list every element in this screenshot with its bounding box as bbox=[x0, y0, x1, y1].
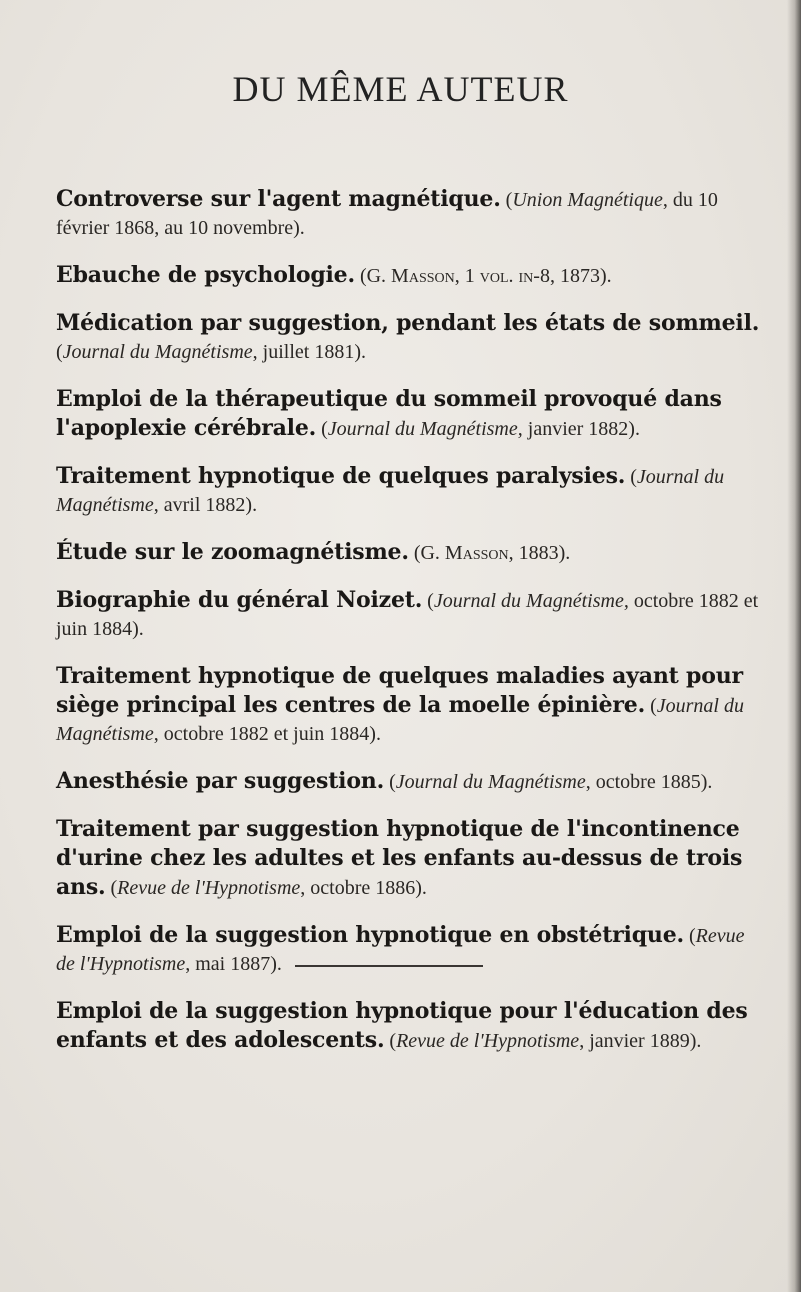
entry-reference-pre: (G. bbox=[408, 542, 445, 564]
entry-source: Journal du Magnétisme, bbox=[433, 590, 629, 612]
entry-reference-post: , octobre 1886). bbox=[300, 877, 427, 899]
page-title: DU MÊME AUTEUR bbox=[232, 69, 569, 109]
bibliography-entry bbox=[56, 767, 762, 796]
entry-reference-pre: ( bbox=[683, 925, 696, 947]
entry-title: Médication par suggestion, pendant les états de sommeil. bbox=[56, 310, 760, 336]
entry-title: Emploi de la thérapeutique du sommeil provoqué dans l'apoplexie cérébrale. bbox=[56, 386, 722, 441]
bibliography-entry bbox=[56, 921, 762, 978]
bibliography-entry bbox=[56, 385, 762, 443]
bibliography-entry bbox=[56, 586, 762, 643]
bibliography-entry bbox=[56, 261, 762, 290]
entry-reference-post: , mai 1887). bbox=[185, 953, 282, 975]
entry-reference-pre: ( bbox=[316, 418, 328, 440]
bibliography-entry bbox=[56, 997, 762, 1055]
entry-source: Journal du Magnétisme bbox=[56, 695, 744, 745]
entry-title: Anesthésie par suggestion. bbox=[56, 768, 385, 794]
entry-title: Biographie du général Noizet. bbox=[56, 587, 423, 613]
entry-reference-pre: (G. bbox=[354, 265, 392, 287]
entry-source: Journal du Magnétisme bbox=[395, 771, 586, 793]
entry-title: Étude sur le zoomagnétisme. bbox=[56, 539, 409, 565]
page-edge-shadow bbox=[787, 0, 801, 1292]
entry-reference-post: , avril 1882). bbox=[153, 494, 258, 516]
entry-title: Traitement hypnotique de quelques maladies ayant pour siège principal les centres de la moelle épinière. bbox=[56, 663, 743, 718]
entry-title: Controverse sur l'agent magnétique. bbox=[56, 186, 501, 212]
bibliography-entry bbox=[56, 662, 762, 748]
entry-source: Revue de l'Hypnotisme bbox=[396, 1030, 580, 1052]
bibliography-entry bbox=[56, 462, 762, 519]
entry-reference-pre: ( bbox=[384, 771, 396, 793]
entry-reference-post: , janvier 1889). bbox=[579, 1030, 702, 1052]
entry-reference-pre: ( bbox=[105, 877, 118, 899]
entry-title: Ebauche de psychologie. bbox=[56, 262, 355, 288]
entry-source: Revue de l'Hypnotisme bbox=[117, 877, 301, 899]
bibliography-list bbox=[56, 185, 762, 1074]
entry-reference-post: , octobre 1882 et juin 1884). bbox=[153, 723, 381, 745]
entry-reference-pre: ( bbox=[500, 189, 513, 211]
entry-reference-post: , juillet 1881). bbox=[252, 341, 366, 363]
entry-reference-post: , du 10 février 1868, au 10 novembre). bbox=[56, 189, 718, 239]
entry-title: Traitement par suggestion hypnotique de l'incontinence d'urine chez les adultes et les enfants au-dessus de trois ans. bbox=[56, 816, 743, 900]
entry-reference-pre: ( bbox=[384, 1030, 397, 1052]
entry-reference-post: , octobre 1885). bbox=[585, 771, 713, 793]
entry-reference-post: octobre 1882 et juin 1884). bbox=[56, 590, 759, 640]
entry-title: Traitement hypnotique de quelques paralysies. bbox=[56, 463, 626, 489]
bibliography-entry bbox=[56, 815, 762, 902]
entry-title: Emploi de la suggestion hypnotique en obstétrique. bbox=[56, 922, 684, 948]
bibliography-entry bbox=[56, 309, 762, 366]
bibliography-entry bbox=[56, 185, 762, 242]
entry-source: Journal du Magnétisme bbox=[62, 341, 253, 363]
entry-source: Union Magnétique bbox=[512, 189, 663, 211]
entry-reference-pre: ( bbox=[422, 590, 434, 612]
entry-reference-post: janvier 1882). bbox=[522, 418, 640, 440]
entry-title: Emploi de la suggestion hypnotique pour l'éducation des enfants et des adolescents. bbox=[56, 998, 748, 1053]
entry-source: Journal du Magnétisme, bbox=[327, 418, 523, 440]
entry-reference-pre: ( bbox=[625, 466, 637, 488]
entry-source: Revue de l'Hypnotisme bbox=[56, 925, 745, 975]
bibliography-entry bbox=[56, 538, 762, 567]
entry-reference-pre: ( bbox=[645, 695, 657, 717]
entry-source: Journal du Magnétisme bbox=[56, 466, 725, 516]
end-rule-divider bbox=[295, 965, 483, 967]
entry-reference-post: Masson, 1 vol. in-8, 1873). bbox=[391, 265, 612, 287]
entry-reference-pre: ( bbox=[56, 341, 63, 363]
entry-reference-post: Masson, 1883). bbox=[444, 542, 571, 564]
